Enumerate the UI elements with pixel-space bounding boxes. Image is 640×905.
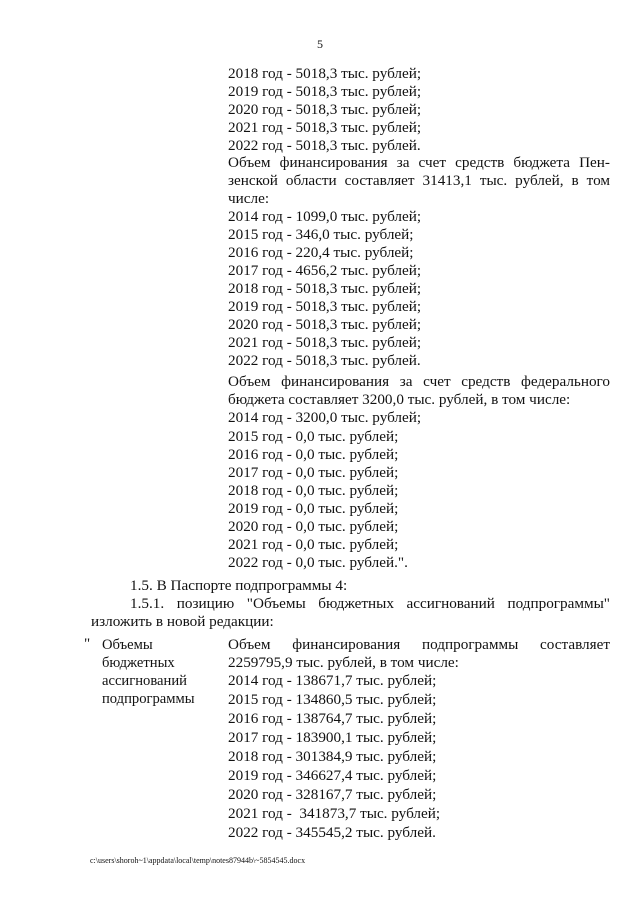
year-line: 2021 год - 341873,7 тыс. рублей; [228,805,441,822]
row-label: подпрограммы [102,691,195,707]
year-line: 2017 год - 0,0 тыс. рублей; [228,464,399,481]
page-number: 5 [317,37,323,51]
year-line: 2015 год - 346,0 тыс. рублей; [228,226,414,243]
year-line: 2021 год - 5018,3 тыс. рублей; [228,119,422,136]
year-line: 2017 год - 183900,1 тыс. рублей; [228,729,437,746]
row-label: бюджетных [102,655,175,671]
year-line: 2019 год - 5018,3 тыс. рублей; [228,83,422,100]
regional-funding-text: Объем финансирования за счет средств бюджета Пен- [228,154,610,171]
year-line: 2019 год - 0,0 тыс. рублей; [228,500,399,517]
row-label: Объемы [102,637,153,653]
year-line: 2020 год - 0,0 тыс. рублей; [228,518,399,535]
federal-funding-text: Объем финансирования за счет средств федерального [228,373,610,390]
year-line: 2019 год - 5018,3 тыс. рублей; [228,298,422,315]
year-line: 2018 год - 0,0 тыс. рублей; [228,482,399,499]
year-line: 2018 год - 301384,9 тыс. рублей; [228,748,437,765]
year-line: 2021 год - 0,0 тыс. рублей; [228,536,399,553]
subprogram-funding-text: Объем финансирования подпрограммы составляет [228,636,610,653]
section-item-text: 1.5.1. позицию "Объемы бюджетных ассигнований подпрограммы" [130,595,610,612]
year-line: 2016 год - 138764,7 тыс. рублей; [228,710,437,727]
open-quote: " [84,635,91,652]
year-line: 2014 год - 138671,7 тыс. рублей; [228,672,437,689]
section-item-text: изложить в новой редакции: [91,613,274,630]
year-line: 2020 год - 5018,3 тыс. рублей; [228,316,422,333]
year-line: 2022 год - 345545,2 тыс. рублей. [228,824,436,841]
regional-funding-text: зенской области составляет 31413,1 тыс. рублей, в том [228,172,610,189]
year-line: 2019 год - 346627,4 тыс. рублей; [228,767,437,784]
year-line: 2021 год - 5018,3 тыс. рублей; [228,334,422,351]
year-line: 2014 год - 1099,0 тыс. рублей; [228,208,422,225]
year-line: 2022 год - 5018,3 тыс. рублей. [228,137,421,154]
year-line: 2015 год - 134860,5 тыс. рублей; [228,691,437,708]
row-label: ассигнований [102,673,187,689]
section-heading: 1.5. В Паспорте подпрограммы 4: [130,577,348,594]
year-line: 2022 год - 0,0 тыс. рублей.". [228,554,408,571]
year-line: 2014 год - 3200,0 тыс. рублей; [228,409,422,426]
year-line: 2020 год - 5018,3 тыс. рублей; [228,101,422,118]
year-line: 2018 год - 5018,3 тыс. рублей; [228,65,422,82]
year-line: 2016 год - 0,0 тыс. рублей; [228,446,399,463]
year-line: 2022 год - 5018,3 тыс. рублей. [228,352,421,369]
subprogram-funding-text: 2259795,9 тыс. рублей, в том числе: [228,654,459,671]
federal-funding-text: бюджета составляет 3200,0 тыс. рублей, в том числе: [228,391,571,408]
regional-funding-text: числе: [228,190,270,207]
year-line: 2016 год - 220,4 тыс. рублей; [228,244,414,261]
file-path-footer: c:\users\shoroh~1\appdata\local\temp\notes87944b\~5854545.docx [90,856,306,865]
year-line: 2018 год - 5018,3 тыс. рублей; [228,280,422,297]
year-line: 2020 год - 328167,7 тыс. рублей; [228,786,437,803]
year-line: 2017 год - 4656,2 тыс. рублей; [228,262,422,279]
year-line: 2015 год - 0,0 тыс. рублей; [228,428,399,445]
